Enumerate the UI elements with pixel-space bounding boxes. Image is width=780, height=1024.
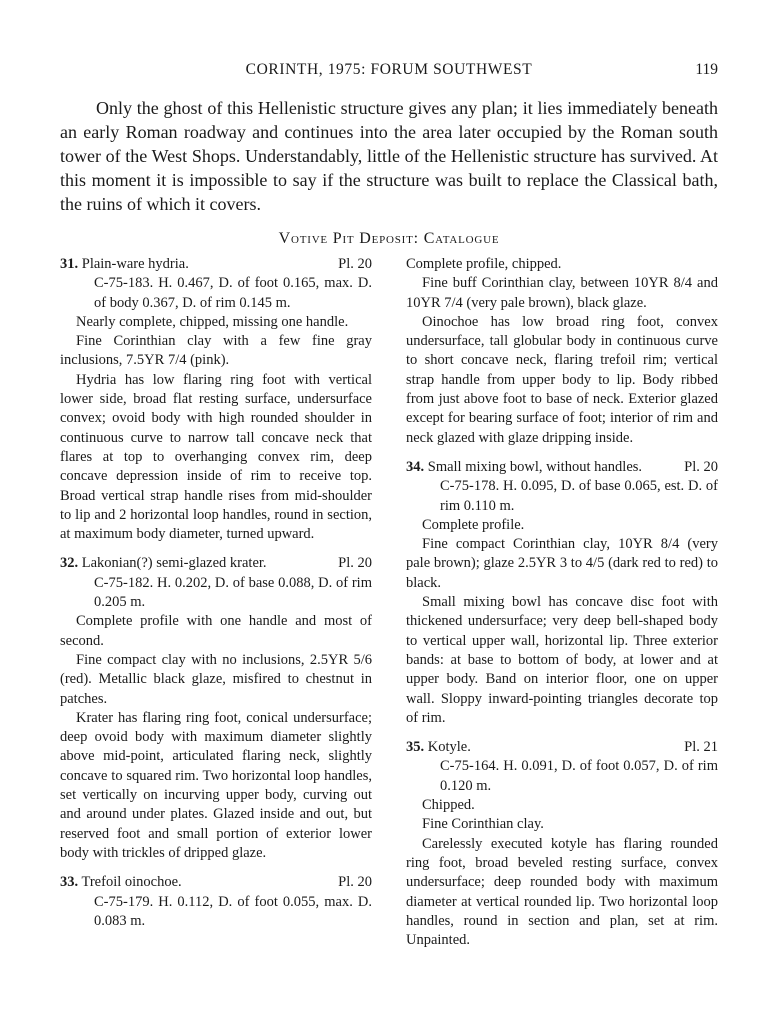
entry-description: Carelessly executed kotyle has flaring rounded ring foot, broad beveled resting surface, convex undersurface; deep rounded body with maximum diameter at vertical rounded lip. Two horizontal loop handles, round in section and plan, set at rim. Unpainted. xyxy=(406,835,718,949)
plate-reference: Pl. 20 xyxy=(338,555,372,572)
page-number: 119 xyxy=(695,61,718,78)
entry-condition: Complete profile. xyxy=(422,516,525,533)
entry-measurements: C-75-179. H. 0.112, D. of foot 0.055, max. D. 0.083 m. xyxy=(94,893,372,929)
catalogue-entry-31 xyxy=(60,255,372,544)
entry-number: 35. xyxy=(406,739,425,756)
entry-title: Plain-ware hydria. xyxy=(81,256,189,272)
entry-condition: Nearly complete, chipped, missing one handle. xyxy=(76,313,349,330)
entry-header xyxy=(406,458,718,477)
entry-heading xyxy=(406,738,471,757)
entry-condition: Complete profile with one handle and most of second. xyxy=(60,613,372,649)
entry-number: 31. xyxy=(60,256,79,272)
entry-title: Trefoil oinochoe. xyxy=(81,874,182,891)
entry-description: Krater has flaring ring foot, conical undersurface; deep ovoid body with maximum diameter slightly above mid-point, articulated flaring neck, slightly concave to squared rim. Two horizontal loop handles, set vertically on incurving upper body, curving out and around under plates. Glazed inside and out, but reserved foot and small portion of exterior lower body with trickles of dripped glaze. xyxy=(60,709,372,861)
entry-number: 32. xyxy=(60,555,79,572)
catalogue-entry-34 xyxy=(406,458,718,728)
entry-description: Hydria has low flaring ring foot with vertical lower side, broad flat resting surface, undersurface convex; ovoid body with high rounded shoulder in continuous curve to narrow tall concave neck that flares at top to overhanging convex rim, deep concave depression inside of rim to receive top. Broad vertical strap handle rises from mid-shoulder to lip and 2 horizontal loop handles, round in section, at maximum body diameter, turned upward. xyxy=(60,371,372,543)
entry-title: Small mixing bowl, without handles. xyxy=(427,458,643,475)
catalogue-entry-33-continued xyxy=(406,255,718,448)
entry-header xyxy=(60,554,372,573)
entry-fabric: Fine compact clay with no inclusions, 2.5YR 5/6 (red). Metallic black glaze, misfired to chestnut in patches. xyxy=(60,651,372,707)
catalogue-entry-35 xyxy=(406,738,718,950)
entry-fabric: Fine Corinthian clay with a few fine gray inclusions, 7.5YR 7/4 (pink). xyxy=(60,333,372,369)
entry-fabric: Fine Corinthian clay. xyxy=(422,816,544,833)
entry-condition: Chipped. xyxy=(422,797,475,814)
entry-header xyxy=(60,873,372,892)
entry-number: 33. xyxy=(60,874,79,891)
entry-heading xyxy=(406,458,642,477)
entry-measurements: C-75-164. H. 0.091, D. of foot 0.057, D. of rim 0.120 m. xyxy=(440,758,718,794)
entry-title: Lakonian(?) semi-glazed krater. xyxy=(81,555,267,572)
entry-heading xyxy=(60,873,182,892)
entry-title: Kotyle. xyxy=(427,739,471,756)
entry-header xyxy=(60,255,372,274)
section-heading: Votive Pit Deposit: Catalogue xyxy=(278,230,500,247)
right-column xyxy=(406,255,718,950)
entry-number: 34. xyxy=(406,458,425,475)
entry-description: Oinochoe has low broad ring foot, convex undersurface, tall globular body in continuous curve to short concave neck, flaring trefoil rim; vertical strap handle from upper body to lip. Body ribbed from just above foot to base of neck. Exterior glazed except for bearing surface of foot; interior of rim and neck glazed with glaze dripping inside. xyxy=(406,313,718,446)
entry-fabric: Fine compact Corinthian clay, 10YR 8/4 (very pale brown); glaze 2.5YR 3 to 4/5 (dark red to red) to black. xyxy=(406,536,718,591)
entry-description: Small mixing bowl has concave disc foot with thickened undersurface; very deep bell-shaped body to vertical upper wall, horizontal lip. Three exterior bands: at base to bottom of body, at lower and at upper body. Band on interior floor, one on upper wall. Sloppy inward-pointing triangles decorate top of rim. xyxy=(406,594,718,726)
entry-measurements: C-75-178. H. 0.095, D. of base 0.065, est. D. of rim 0.110 m. xyxy=(440,478,718,514)
intro-text: Only the ghost of this Hellenistic structure gives any plan; it lies immediately beneath an early Roman roadway and continues into the area later occupied by the Roman south tower of the West Shops. Understandably, little of the Hellenistic structure has survived. At this moment it is impossible to say if the structure was built to replace the Classical bath, the ruins of which it covers. xyxy=(60,98,718,214)
entry-condition: Complete profile, chipped. xyxy=(406,256,562,272)
entry-measurements: C-75-182. H. 0.202, D. of base 0.088, D. of rim 0.205 m. xyxy=(94,574,372,611)
intro-paragraph xyxy=(60,96,718,216)
entry-measurements: C-75-183. H. 0.467, D. of foot 0.165, max. D. of body 0.367, D. of rim 0.145 m. xyxy=(94,275,372,311)
catalogue-entry-33 xyxy=(60,873,372,931)
left-column xyxy=(60,255,372,931)
plate-reference: Pl. 20 xyxy=(684,458,718,475)
entry-fabric: Fine buff Corinthian clay, between 10YR 8/4 and 10YR 7/4 (very pale brown), black glaze. xyxy=(406,275,718,311)
entry-heading xyxy=(60,554,267,573)
running-head xyxy=(60,61,718,83)
plate-reference: Pl. 20 xyxy=(338,256,372,272)
plate-reference: Pl. 20 xyxy=(338,874,372,891)
running-title: CORINTH, 1975: FORUM SOUTHWEST xyxy=(245,61,533,78)
plate-reference: Pl. 21 xyxy=(684,739,718,756)
catalogue-entry-32 xyxy=(60,554,372,863)
entry-header xyxy=(406,738,718,757)
entry-heading xyxy=(60,255,189,274)
